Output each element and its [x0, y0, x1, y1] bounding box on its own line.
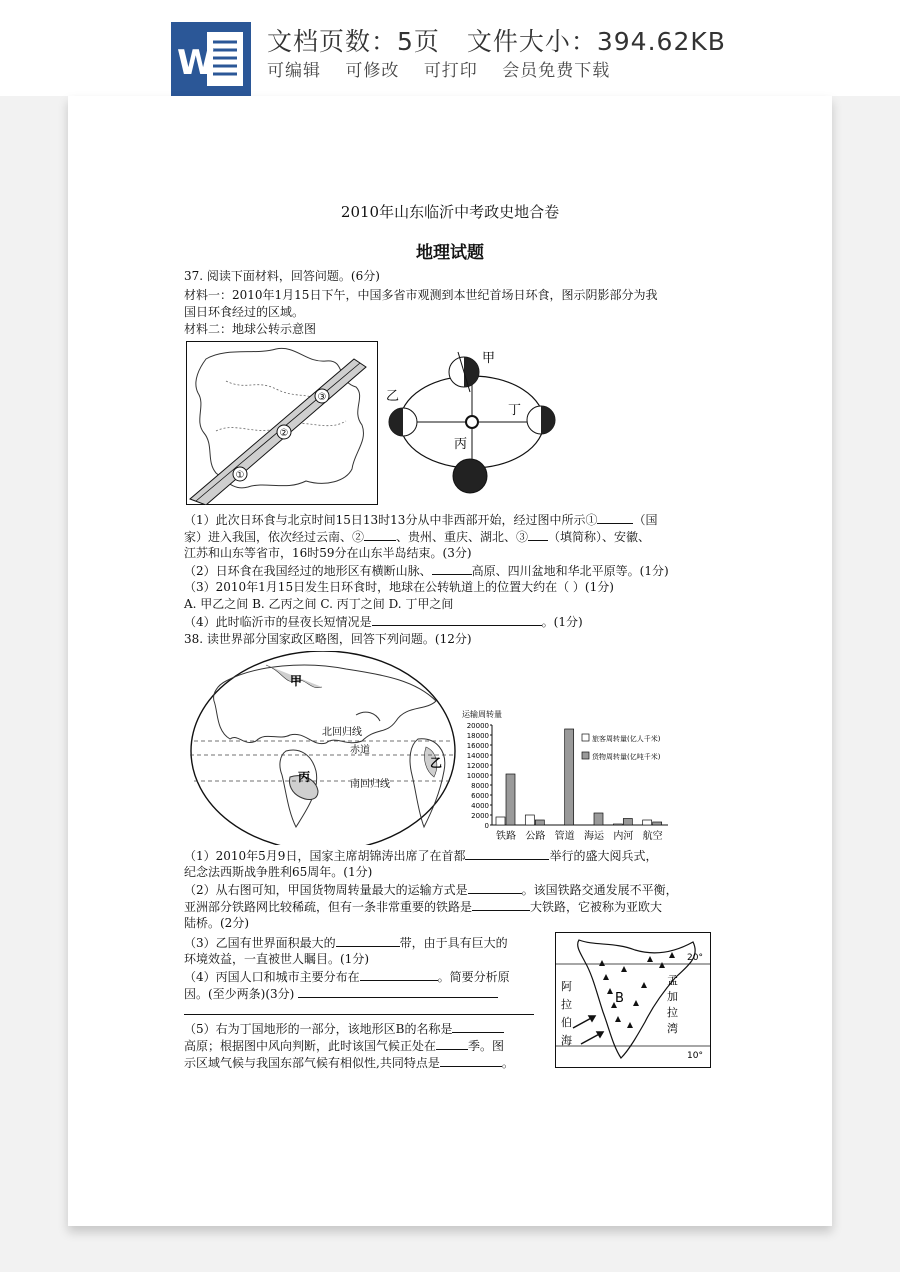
- india-arabian-1: 阿: [561, 980, 572, 993]
- chart-bar-freight: [623, 819, 632, 826]
- q37-4: （4）此时临沂市的昼夜长短情况是 。(1分): [184, 615, 583, 629]
- chart-x-label: 铁路: [496, 831, 516, 842]
- q37-1b: 家）进入我国，依次经过云南、② 、贵州、重庆、湖北、③ （填简称）、安徽、: [184, 530, 651, 544]
- feature-editable: 可编辑: [267, 61, 321, 81]
- doc-subtitle: 地理试题: [416, 243, 484, 263]
- india-bengal-4: 湾: [667, 1022, 678, 1035]
- chart-x-label: 海运: [584, 831, 604, 842]
- map-label-3: ③: [317, 392, 327, 403]
- q37-1c: 江苏和山东等省市，16时59分在山东半岛结束。(3分): [184, 546, 472, 560]
- q37-2: （2）日环食在我国经过的地形区有横断山脉、 高原、四川盆地和华北平原等。(1分): [184, 564, 669, 578]
- india-arabian-4: 海: [561, 1034, 572, 1047]
- chart-legend-swatch: [582, 734, 589, 741]
- chart-bar-freight: [653, 822, 662, 825]
- transport-turnover-chart: [458, 707, 694, 847]
- orbit-label-jia: 甲: [482, 351, 496, 366]
- q38-3a: （3）乙国有世界面积最大的 带，由于具有巨大的: [184, 936, 508, 950]
- world-label-south-tropic: 南回归线: [350, 779, 390, 790]
- chart-title: 运输周转量: [462, 710, 502, 719]
- chart-y-tick-label: 4000: [471, 802, 489, 810]
- q37-material1a: 材料一：2010年1月15日下午，中国多省市观测到本世纪首场日环食，图示阴影部分为我: [184, 288, 658, 302]
- india-arabian-3: 伯: [561, 1016, 572, 1029]
- world-label-north-tropic: 北回归线: [322, 727, 362, 738]
- q38-3b: 环境效益，一直被世人瞩目。(1分): [184, 952, 369, 966]
- q38-5a: （5）右为丁国地形的一部分，该地形区B的名称是: [184, 1020, 504, 1038]
- q37-3-options: A. 甲乙之间 B. 乙丙之间 C. 丙丁之间 D. 丁甲之间: [184, 597, 454, 611]
- chart-legend-swatch: [582, 752, 589, 759]
- word-document-icon: [171, 22, 251, 96]
- q38-5b: 高原；根据图中风向判断，此时该国气候正处在 季。图: [184, 1039, 505, 1053]
- chart-legend-label: 货物周转量(亿吨千米): [592, 753, 661, 761]
- chart-bar-passenger: [643, 820, 652, 825]
- chart-x-label: 管道: [554, 831, 575, 842]
- chart-x-label: 航空: [642, 831, 663, 842]
- india-label-lat10: 10°: [687, 1051, 703, 1061]
- world-label-yi: 乙: [430, 756, 443, 770]
- india-bengal-3: 拉: [667, 1006, 678, 1019]
- chart-bar-freight: [506, 774, 515, 825]
- chart-bar-passenger: [613, 824, 622, 825]
- chart-x-label: 内河: [613, 831, 634, 842]
- q37-material2: 材料二：地球公转示意图: [184, 322, 317, 336]
- chart-bar-passenger: [525, 815, 534, 825]
- india-bengal-1: 孟: [667, 974, 678, 987]
- india-label-B: B: [615, 991, 624, 1006]
- orbit-label-ding: 丁: [508, 403, 522, 418]
- q37-3: （3）2010年1月15日发生日环食时，地球在公转轨道上的位置大约在（ ）(1分): [184, 580, 614, 594]
- orbit-label-bing: 丙: [454, 437, 468, 452]
- chart-bar-passenger: [496, 817, 505, 825]
- q38-4a: （4）丙国人口和城市主要分布在 。简要分析原: [184, 970, 510, 984]
- chart-bar-freight: [565, 729, 574, 825]
- chart-legend-label: 旅客周转量(亿人千米): [592, 735, 661, 743]
- world-label-jia: 甲: [290, 674, 303, 688]
- india-terrain-map: [555, 932, 711, 1068]
- q38-2a: （2）从右图可知，甲国货物周转量最大的运输方式是 。该国铁路交通发展不平衡，: [184, 883, 678, 897]
- earth-orbit-diagram: [384, 344, 562, 500]
- feature-printable: 可打印: [423, 61, 478, 81]
- q38-2b: 亚洲部分铁路网比较稀疏，但有一条非常重要的铁路是 大铁路，它被称为亚欧大: [184, 900, 663, 914]
- chart-y-tick-label: 20000: [466, 722, 489, 730]
- eclipse-path-map: [186, 341, 378, 505]
- q38-4-answer-line: [184, 1014, 534, 1015]
- chart-y-tick-label: 16000: [466, 742, 489, 750]
- word-icon-letter: W: [177, 43, 215, 83]
- world-label-bing: 丙: [298, 770, 311, 784]
- chart-y-tick-label: 0: [484, 822, 489, 830]
- page-count: 文档页数：5页: [267, 27, 440, 56]
- doc-title: 2010年山东临沂中考政史地合卷: [340, 203, 560, 221]
- chart-y-tick-label: 10000: [466, 772, 489, 780]
- q37-1a: （1）此次日环食与北京时间15日13时13分从中非西部开始，经过图中所示① （国: [184, 513, 658, 527]
- world-political-map: [186, 651, 460, 845]
- q38-2c: 陆桥。(2分): [184, 916, 249, 930]
- feature-list: [267, 56, 628, 81]
- feature-modifiable: 可修改: [345, 61, 400, 81]
- q38-4b: 因。(至少两条)(3分): [184, 985, 498, 1003]
- feature-member-download[interactable]: 会员免费下载: [502, 61, 611, 81]
- q38-1b: 纪念法西斯战争胜利65周年。(1分): [184, 865, 373, 879]
- chart-y-tick-label: 6000: [471, 792, 489, 800]
- chart-bar-freight: [594, 813, 603, 825]
- map-label-2: ②: [279, 428, 289, 439]
- world-label-equator: 赤道: [350, 745, 370, 756]
- chart-y-tick-label: 2000: [471, 812, 489, 820]
- chart-y-tick-label: 12000: [466, 762, 489, 770]
- chart-y-tick-label: 14000: [466, 752, 489, 760]
- map-label-1: ①: [235, 470, 245, 481]
- india-arabian-2: 拉: [561, 998, 572, 1011]
- india-bengal-2: 加: [667, 990, 678, 1003]
- q37-head: 37. 阅读下面材料，回答问题。(6分): [184, 269, 380, 283]
- chart-y-tick-label: 18000: [466, 732, 489, 740]
- chart-x-label: 公路: [525, 831, 546, 842]
- india-label-lat20: 20°: [687, 953, 703, 963]
- q38-head: 38. 读世界部分国家政区略图，回答下列问题。(12分): [184, 632, 472, 646]
- download-header: [0, 0, 900, 96]
- chart-y-tick-label: 8000: [471, 782, 489, 790]
- q38-1a: （1）2010年5月9日，国家主席胡锦涛出席了在首都 举行的盛大阅兵式，: [184, 849, 658, 863]
- file-info: [267, 22, 744, 58]
- orbit-label-yi: 乙: [386, 389, 400, 404]
- file-size: 文件大小：394.62KB: [466, 27, 726, 56]
- chart-bar-freight: [535, 820, 544, 825]
- q37-material1b: 国日环食经过的区域。: [184, 305, 305, 319]
- q38-5c: 示区域气候与我国东部气候有相似性,共同特点是 。: [184, 1056, 514, 1070]
